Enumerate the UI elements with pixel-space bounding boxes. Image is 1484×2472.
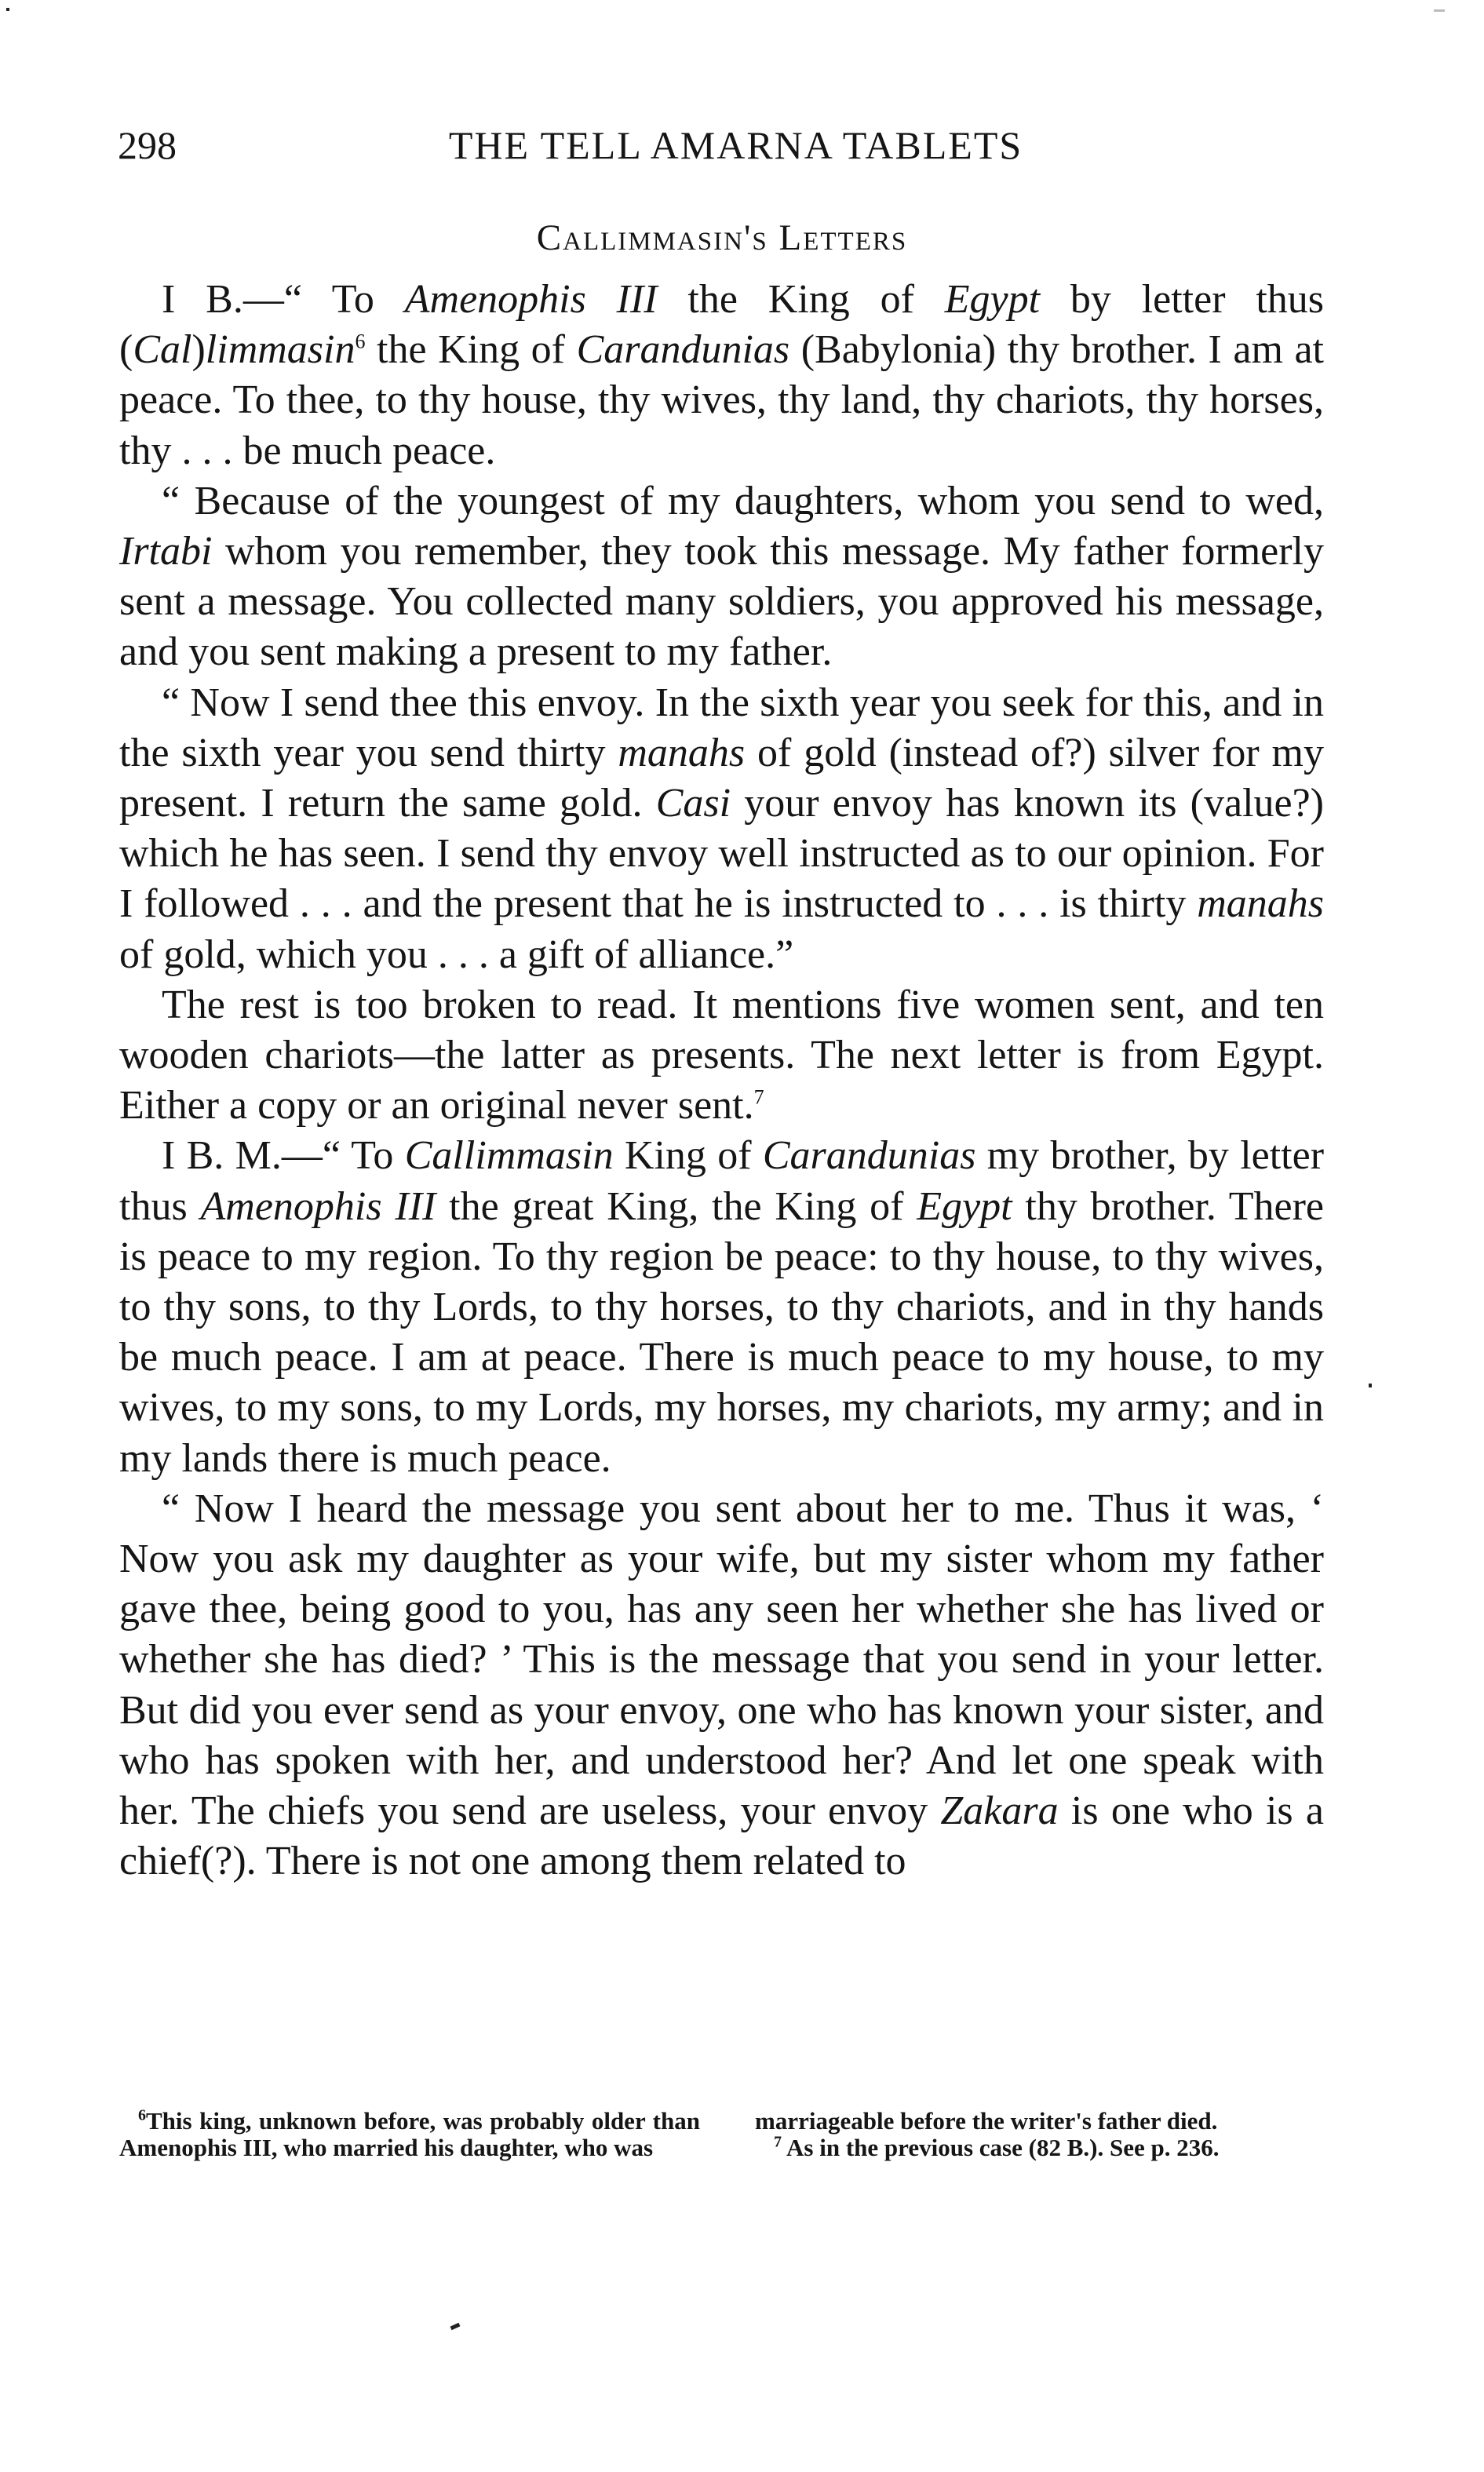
paragraph: “ Because of the youngest of my daughters, whom you send to wed, Irtabi whom you remember, they took this message. My father formerly sent a message. You collected many soldiers, you approved his message, and you sent making a present to my father. (119, 478, 1324, 675)
page-number: 298 (118, 123, 177, 167)
bottom-ink-blot (450, 2323, 461, 2331)
paragraph: I B.—“ To Amenophis III the King of Egypt by letter thus (Cal)limmasin$^6$ the King of Carandunias (Babylonia) thy brother. I am at peace. To thee, to thy house, thy wives, thy land, thy chariots, thy horses, thy . . . be much peace. (119, 277, 1325, 473)
footnote-ref: 7 (753, 1085, 764, 1109)
paragraph: “ Now I send thee this envoy. In the sixth year you seek for this, and in the sixth year you send thirty manahs of gold (instead of?) silver for my present. I return the same gold. Casi your envoy has known its (value?) which he has seen. I send thy envoy well instructed as to our opinion. For I followed . . . and the present that he is instructed to . . . is thirty manahs of gold, which you . . . a gift of alliance.” (119, 680, 1324, 977)
footnote: $^7$ As in the previous case (82 B.). See p. 236. (774, 2133, 1220, 2161)
section-heading: Callimmasin's Letters (536, 217, 908, 258)
footnote-column-right (755, 2108, 1336, 2161)
paragraph: The rest is too broken to read. It mentions five women sent, and ten wooden chariots—the latter as presents. The next letter is from Egypt. Either a copy or an original never sent.$^7$ (119, 982, 1324, 1128)
corner-speck-mark (6, 8, 9, 11)
margin-speck-mark (1369, 1384, 1372, 1387)
paragraph: “ Now I heard the message you sent about her to me. Thus it was, ‘ Now you ask my daughter as your wife, but my sister whom my father gave thee, being good to you, has any seen her whether she has lived or whether she has died? ’ This is the message that you send in your letter. But did you ever send as your envoy, one who has known your sister, and who has spoken with her, and understood her? And let one speak with her. The chiefs you send are useless, your envoy Zakara is one who is a chief(?). There is not one among them related to (119, 1486, 1324, 1884)
footnote: $^6$This king, unknown before, was probably older than Amenophis III, who married his daughter, who was (119, 2106, 700, 2161)
footnote-column-left (119, 2108, 700, 2161)
footnote-ref: 6 (355, 330, 366, 353)
main-text (119, 275, 1324, 1887)
running-title: THE TELL AMARNA TABLETS (448, 123, 1023, 167)
page-header (118, 118, 1326, 173)
footnote-continued: marriageable before the writer's father died. (755, 2107, 1218, 2135)
paragraph: I B. M.—“ To Callimmasin King of Carandunias my brother, by letter thus Amenophis III the great King, the King of Egypt thy brother. There is peace to my region. To thy region be peace: to thy house, to thy wives, to thy sons, to thy Lords, to thy horses, to thy chariots, and in thy hands be much peace. I am at peace. There is much peace to my house, to my wives, to my sons, to my Lords, my horses, my chariots, my army; and in my lands there is much peace. (119, 1133, 1325, 1481)
top-right-edge-mark (1434, 9, 1445, 12)
